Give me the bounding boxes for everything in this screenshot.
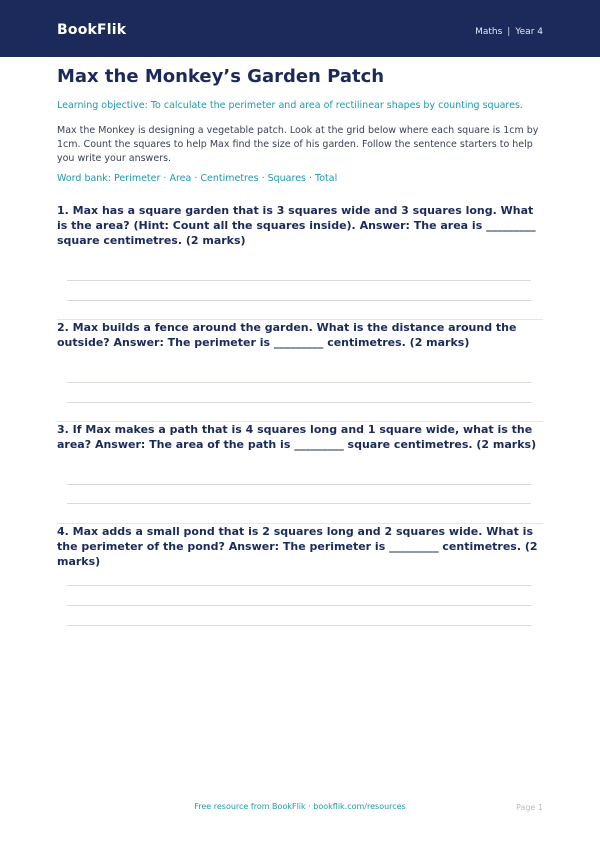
learning-objective: Learning objective: To calculate the perimeter and area of rectilinear shapes by counting squares.	[57, 100, 523, 111]
intro-text: Max the Monkey is designing a vegetable patch. Look at the grid below where each square is 1cm by 1cm. Count the squares to help Max find the size of his garden. Follow the sentence starters to help you write your answers.	[57, 125, 539, 164]
page-number: Page 1	[516, 803, 543, 812]
brand-logo: BookFlik	[57, 22, 127, 38]
question-1: 1. Max has a square garden that is 3 squares wide and 3 squares long. What is the area? (Hint: Count all the squares inside). Answer: The area is _________ square centimetres. (2 marks)	[57, 204, 536, 247]
meta-separator: |	[507, 27, 511, 37]
page-title: Max the Monkey’s Garden Patch	[57, 66, 385, 87]
word-bank: Word bank: Perimeter · Area · Centimetres · Squares · Total	[57, 173, 338, 184]
subject-label: Maths	[475, 27, 503, 37]
year-label: Year 4	[515, 27, 543, 37]
header-bar	[0, 0, 600, 57]
answer-line[interactable]	[67, 625, 531, 626]
question-2: 2. Max builds a fence around the garden. What is the distance around the outside? Answer: The perimeter is _________ centimetres. (2 marks)	[57, 321, 517, 349]
question-4: 4. Max adds a small pond that is 2 squares long and 2 squares wide. What is the perimeter of the pond? Answer: The perimeter is _________ centimetres. (2 marks)	[57, 525, 538, 568]
answer-line[interactable]	[67, 605, 531, 606]
answer-line[interactable]	[67, 300, 531, 301]
answer-line[interactable]	[67, 585, 531, 586]
subject-meta	[475, 27, 543, 37]
answer-line[interactable]	[67, 382, 531, 383]
answer-line[interactable]	[67, 484, 531, 485]
answer-line[interactable]	[67, 503, 531, 504]
answer-line[interactable]	[67, 280, 531, 281]
footer-text: Free resource from BookFlik · bookflik.com/resources	[194, 802, 406, 811]
question-3: 3. If Max makes a path that is 4 squares long and 1 square wide, what is the area? Answer: The area of the path is _________ square centimetres. (2 marks)	[57, 423, 537, 451]
answer-line[interactable]	[67, 402, 531, 403]
